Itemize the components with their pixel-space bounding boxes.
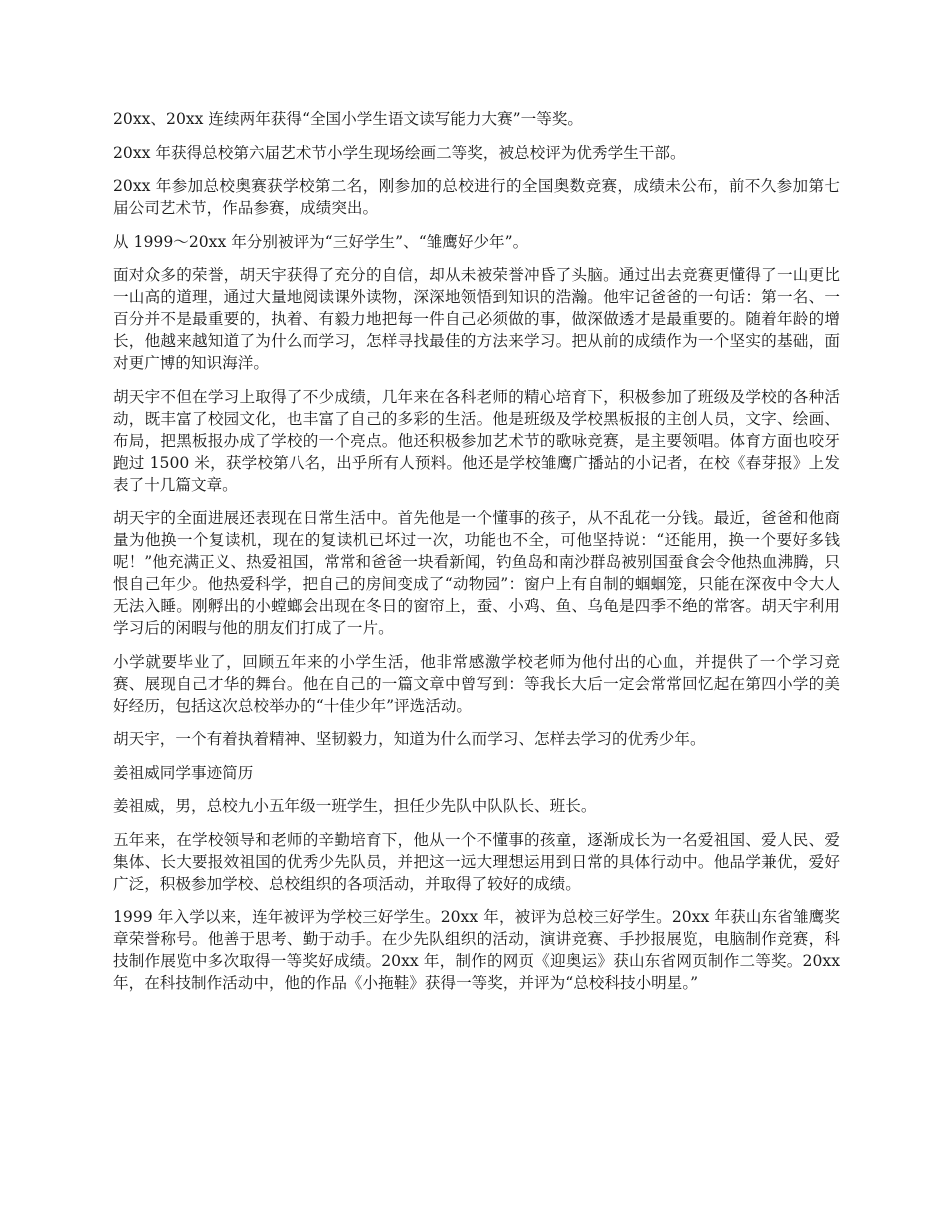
paragraph-daily-life: 胡天宇的全面进展还表现在日常生活中。首先他是一个懂事的孩子，从不乱花一分钱。最近，爸爸和他商量为他换一个复读机，现在的复读机已坏过一次，功能也不全，可他坚持说：“还能用，换一个要好多钱呢！”他充满正义、热爱祖国，常常和爸爸一块看新闻，钓鱼岛和南沙群岛被别国蚕食会令他热血沸腾，只恨自己年少。他热爱科学，把自己的房间变成了“动物园”：窗户上有自制的蝈蝈笼，只能在深夜中令大人无法入睡。刚孵出的小螳螂会出现在冬日的窗帘上，蚕、小鸡、鱼、乌龟是四季不绝的常客。胡天宇利用学习后的闲暇与他的朋友们打成了一片。 bbox=[113, 509, 840, 637]
paragraph-activities: 胡天宇不但在学习上取得了不少成绩，几年来在各科老师的精心培育下，积极参加了班级及学校的各种活动，既丰富了校园文化，也丰富了自己的多彩的生活。他是班级及学校黑板报的主创人员，文字、绘画、布局，把黑板报办成了学校的一个亮点。他还积极参加艺术节的歌咏竞赛，是主要领唱。体育方面也咬牙跑过 1500 米，获学校第八名，出乎所有人预料。他还是学校雏鹰广播站的小记者，在校《春芽报》上发表了十几篇文章。 bbox=[113, 387, 840, 494]
paragraph-summary: 胡天宇，一个有着执着精神、坚韧毅力，知道为什么而学习、怎样去学习的优秀少年。 bbox=[113, 730, 706, 748]
paragraph-honors: 从 1999～20xx 年分别被评为“三好学生”、“雏鹰好少年”。 bbox=[113, 232, 529, 251]
paragraph-confidence: 面对众多的荣誉，胡天宇获得了充分的自信，却从未被荣誉冲昏了头脑。通过出去竞赛更懂得了一山更比一山高的道理，通过大量地阅读课外读物，深深地领悟到知识的浩瀚。他牢记爸爸的一句话：第一名、一百分并不是最重要的，执着、有毅力地把每一件自己必须做的事，做深做透才是最重要的。随着年龄的增长，他越来越知道了为什么而学习，怎样寻找最佳的方法来学习。把从前的成绩作为一个坚实的基础，面对更广博的知识海洋。 bbox=[113, 266, 840, 372]
section-heading: 姜祖威同学事迹简历 bbox=[113, 763, 254, 782]
paragraph-growth: 五年来，在学校领导和老师的辛勤培育下，他从一个不懂事的孩童，逐渐成长为一名爱祖国、爱人民、爱集体、长大要报效祖国的优秀少先队员，并把这一远大理想运用到日常的具体行动中。他品学兼优，爱好广泛，积极参加学校、总校组织的各项活动，并取得了较好的成绩。 bbox=[113, 830, 840, 893]
paragraph-awards-olympiad: 20xx 年参加总校奥赛获学校第二名，刚参加的总校进行的全国奥数竞赛，成绩未公布，前不久参加第七届公司艺术节，作品参赛，成绩突出。 bbox=[113, 177, 840, 217]
document-body bbox=[113, 108, 840, 1006]
paragraph-awards-art: 20xx 年获得总校第六届艺术节小学生现场绘画二等奖，被总校评为优秀学生干部。 bbox=[113, 143, 686, 162]
paragraph-intro: 姜祖威，男，总校九小五年级一班学生，担任少先队中队队长、班长。 bbox=[113, 797, 597, 815]
paragraph-graduation: 小学就要毕业了，回顾五年来的小学生活，他非常感激学校老师为他付出的心血，并提供了一个学习竞赛、展现自己才华的舞台。他在自己的一篇文章中曾写到：等我长大后一定会常常回忆起在第四小学的美好经历，包括这次总校举办的“十佳少年”评选活动。 bbox=[113, 652, 840, 715]
paragraph-achievements: 1999 年入学以来，连年被评为学校三好学生。20xx 年，被评为总校三好学生。20xx 年获山东省雏鹰奖章荣誉称号。他善于思考、勤于动手。在少先队组织的活动，演讲竞赛、手抄报展览，电脑制作竞赛，科技制作展览中多次取得一等奖好成绩。20xx 年，制作的网页《迎奥运》获山东省网页制作二等奖。20xx 年，在科技制作活动中，他的作品《小拖鞋》获得一等奖，并评为“总校科技小明星。” bbox=[113, 908, 840, 992]
paragraph-awards-reading: 20xx、20xx 连续两年获得“全国小学生语文读写能力大赛”一等奖。 bbox=[113, 110, 584, 128]
